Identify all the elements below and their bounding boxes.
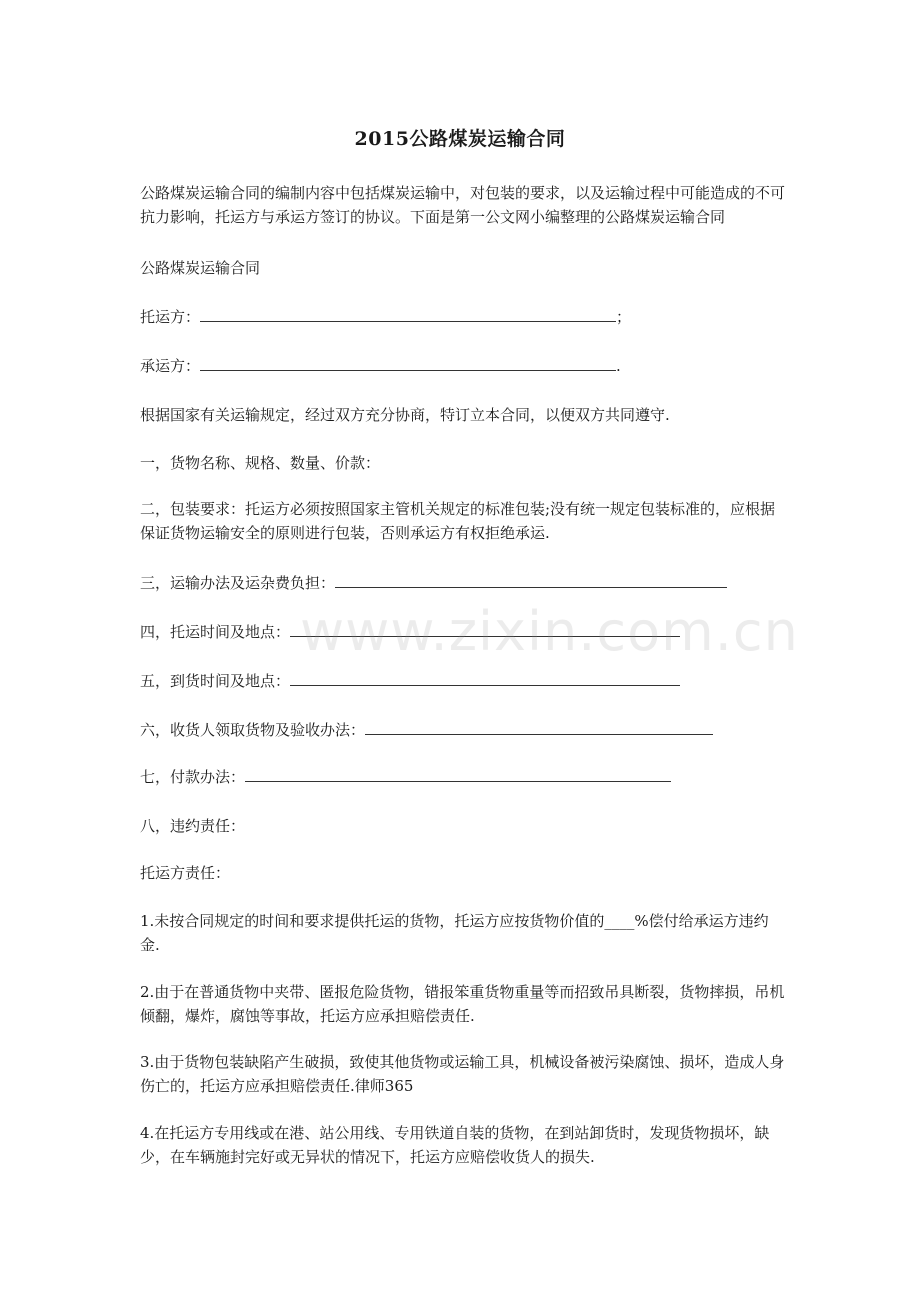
carrier-line: [140, 355, 621, 379]
clause-5: 五，到货时间及地点：: [140, 672, 291, 690]
shipper-end: ；: [616, 308, 632, 326]
clause-2: 二，包装要求：托运方必须按照国家主管机关规定的标准包装;没有统一规定包装标准的，应根据保证货物运输安全的原则进行包装，否则承运方有权拒绝承运.: [140, 500, 776, 542]
contract-subtitle: 公路煤炭运输合同: [140, 259, 261, 277]
clause-5-blank[interactable]: [290, 671, 680, 686]
clause-3-line: [140, 572, 727, 596]
liability-item-4: 4.在托运方专用线或在港、站公用线、专用铁道自装的货物，在到站卸货时，发现货物损坏，缺少，在车辆施封完好或无异状的情况下，托运方应赔偿收货人的损失.: [140, 1124, 770, 1166]
carrier-label: 承运方：: [140, 357, 201, 375]
shipper-line: [140, 306, 631, 330]
carrier-end: .: [616, 357, 621, 375]
clause-5-line: [140, 670, 680, 694]
document-title: 2015公路煤炭运输合同: [354, 128, 566, 150]
liability-item-1: 1.未按合同规定的时间和要求提供托运的货物，托运方应按货物价值的____%偿付给承运方违约金.: [140, 912, 769, 954]
clause-3-blank[interactable]: [335, 573, 727, 588]
clause-8: 八，违约责任：: [140, 817, 246, 835]
clause-6-blank[interactable]: [365, 720, 713, 735]
shipper-label: 托运方：: [140, 308, 201, 326]
clause-4: 四，托运时间及地点：: [140, 623, 291, 641]
preamble: 根据国家有关运输规定，经过双方充分协商，特订立本合同，以便双方共同遵守.: [140, 406, 670, 424]
shipper-liability-heading: 托运方责任：: [140, 864, 231, 882]
clause-6: 六，收货人领取货物及验收办法：: [140, 721, 366, 739]
clause-7-line: [140, 766, 671, 790]
clause-6-line: [140, 719, 713, 743]
clause-7-blank[interactable]: [245, 767, 671, 782]
clause-3: 三，运输办法及运杂费负担：: [140, 574, 336, 592]
clause-4-line: [140, 621, 680, 645]
intro-paragraph: 公路煤炭运输合同的编制内容中包括煤炭运输中，对包装的要求，以及运输过程中可能造成的不可抗力影响，托运方与承运方签订的协议。下面是第一公文网小编整理的公路煤炭运输合同: [140, 184, 786, 226]
liability-item-2: 2.由于在普通货物中夹带、匿报危险货物，错报笨重货物重量等而招致吊具断裂，货物摔损，吊机倾翻，爆炸，腐蚀等事故，托运方应承担赔偿责任.: [140, 983, 785, 1025]
clause-7: 七，付款办法：: [140, 768, 246, 786]
watermark: www.zixin.com.cn: [300, 600, 799, 663]
shipper-blank[interactable]: [200, 307, 616, 322]
clause-4-blank[interactable]: [290, 622, 680, 637]
liability-item-3: 3.由于货物包装缺陷产生破损，致使其他货物或运输工具，机械设备被污染腐蚀、损坏，造成人身伤亡的，托运方应承担赔偿责任.律师365: [140, 1053, 785, 1095]
clause-1: 一，货物名称、规格、数量、价款：: [140, 454, 381, 472]
carrier-blank[interactable]: [200, 356, 616, 371]
